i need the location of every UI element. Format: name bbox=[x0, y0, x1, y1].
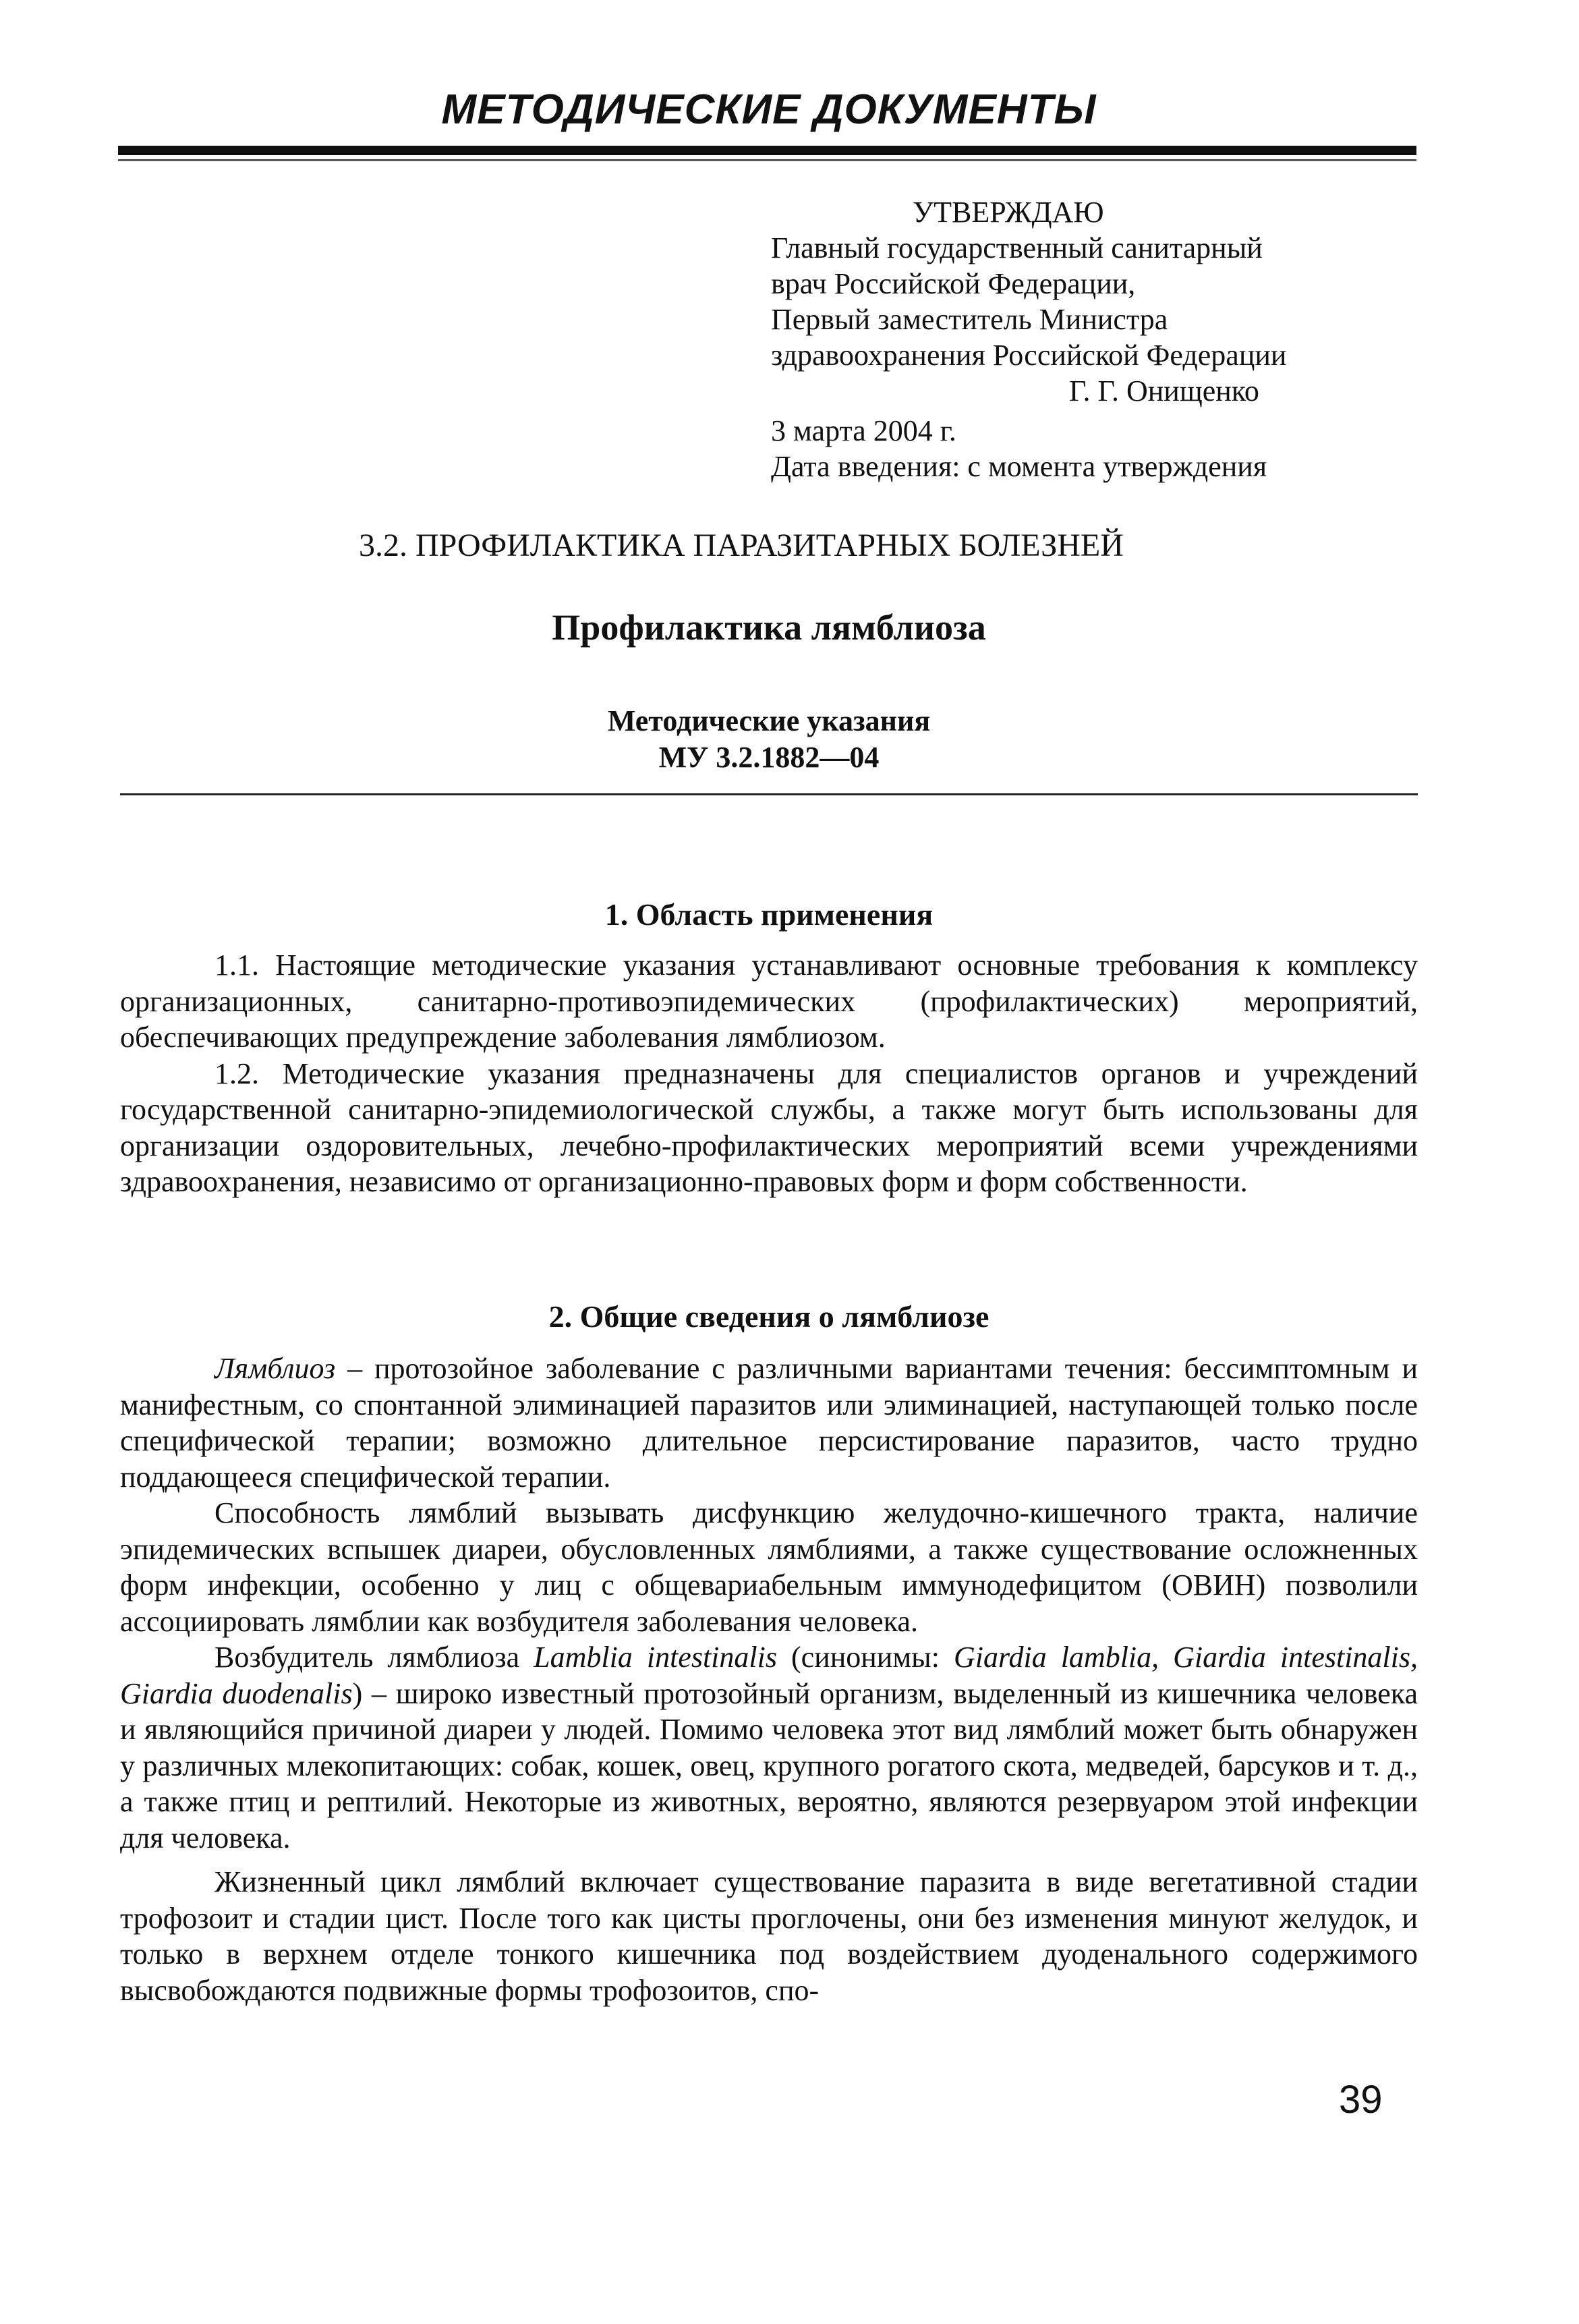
section-heading: 1. Область применения bbox=[604, 897, 934, 932]
header-rule-thin bbox=[118, 159, 1416, 161]
approval-line: Первый заместитель Министра bbox=[771, 303, 1168, 336]
approval-effective-date: Дата введения: с момента утверждения bbox=[771, 450, 1267, 483]
page-number: 39 bbox=[1339, 2078, 1383, 2122]
document-type-block bbox=[121, 703, 1416, 776]
journal-section-title: МЕТОДИЧЕСКИЕ ДОКУМЕНТЫ bbox=[441, 86, 1097, 133]
paragraph: Лямблиоз – протозойное заболевание с различными вариантами течения: бессимптомным и манифестным, со спонтанной элиминацией паразитов или элиминацией, наступающей только после специфической терапии; возможно длительное персистирование паразитов, часто трудно поддающееся специфической терапии. bbox=[120, 1352, 1418, 1494]
document-number: МУ 3.2.1882—04 bbox=[658, 741, 880, 774]
section-2-body bbox=[120, 1351, 1418, 2008]
paragraph: Способность лямблий вызывать дисфункцию желудочно-кишечного тракта, наличие эпидемических вспышек диареи, обусловленных лямблиями, а также существование осложненных форм инфекции, особенно у лиц с общевариабельным иммунодефицитом (ОВИН) позволили ассоциировать лямблии как возбудителя заболевания человека. bbox=[120, 1496, 1418, 1638]
species-name: Lamblia intestinalis bbox=[534, 1641, 777, 1674]
approval-heading: УТВЕРЖДАЮ bbox=[913, 196, 1104, 229]
paragraph: Возбудитель лямблиоза Lamblia intestinalis (синонимы: Giardia lamblia, Giardia intestinalis, Giardia duodenalis) – широко известный протозойный организм, выделенный из кишечника человека и являющийся причиной диареи у людей. Помимо человека этот вид лямблий может быть обнаружен у различных млекопитающих: собак, кошек, овец, крупного рогатого скота, медведей, барсуков и т. д., а также птиц и рептилий. Некоторые из животных, вероятно, являются резервуаром этой инфекции для человека. bbox=[120, 1641, 1418, 1854]
section-heading: 2. Общие сведения о лямблиозе bbox=[548, 1299, 989, 1334]
paragraph: 1.2. Методические указания предназначены для специалистов органов и учреждений государственной санитарно-эпидемиологической службы, а также могут быть использованы для организации оздоровительных, лечебно-профилактических мероприятий всеми учреждениями здравоохранения, независимо от организационно-правовых форм и форм собственности. bbox=[120, 1056, 1418, 1198]
approval-line: здравоохранения Российской Федерации bbox=[771, 339, 1287, 372]
species-synonyms: Giardia lamblia, Giardia intestinalis, Giardia duodenalis bbox=[120, 1641, 1418, 1710]
header-rule-thick bbox=[118, 146, 1416, 155]
document-type: Методические указания bbox=[607, 704, 931, 737]
title-rule bbox=[120, 793, 1418, 795]
approval-line: Главный государственный санитарный bbox=[771, 231, 1263, 264]
term-italic: Лямблиоз bbox=[214, 1352, 336, 1385]
approval-date: 3 марта 2004 г. bbox=[771, 414, 956, 447]
paragraph: 1.1. Настоящие методические указания устанавливают основные требования к комплексу организационных, санитарно-противоэпидемических (профилактических) мероприятий, обеспечивающих предупреждение заболевания лямблиозом. bbox=[120, 948, 1418, 1054]
approval-block bbox=[771, 194, 1378, 484]
section-code: 3.2. ПРОФИЛАКТИКА ПАРАЗИТАРНЫХ БОЛЕЗНЕЙ bbox=[359, 528, 1124, 563]
document-title: Профилактика лямблиоза bbox=[552, 607, 986, 648]
approval-line: врач Российской Федерации, bbox=[771, 267, 1136, 300]
approval-signatory: Г. Г. Онищенко bbox=[1069, 374, 1259, 407]
section-1-body bbox=[120, 947, 1418, 1200]
paragraph: Жизненный цикл лямблий включает существование паразита в виде вегетативной стадии трофозоит и стадии цист. После того как цисты проглочены, они без изменения минуют желудок, и только в верхнем отделе тонкого кишечника под воздействием дуоденального содержимого высвобождаются подвижные формы трофозоитов, спо- bbox=[120, 1865, 1418, 2007]
